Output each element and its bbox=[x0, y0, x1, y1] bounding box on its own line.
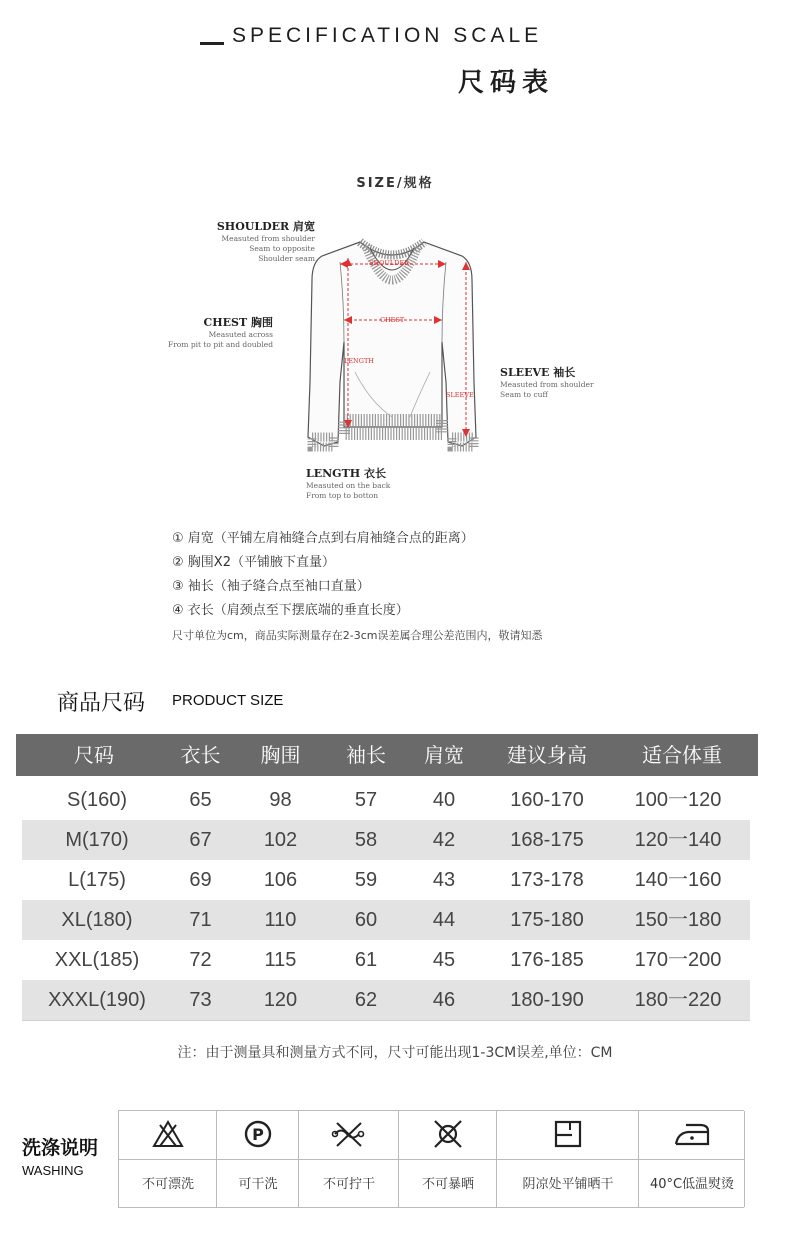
no-bleach-icon bbox=[150, 1119, 186, 1149]
cell-weight: 100一120 bbox=[634, 789, 722, 811]
tolerance-note: 尺寸单位为cm，商品实际测量存在2-3cm误差属合理公差范围内，敬请知悉 bbox=[172, 629, 543, 642]
length-desc-1: Measuted on the back bbox=[306, 481, 391, 490]
length-desc-2: From top to botton bbox=[306, 491, 379, 500]
title-chinese: 尺码表 bbox=[458, 68, 555, 98]
cell-shoulder: 43 bbox=[432, 869, 456, 891]
sleeve-annotation bbox=[500, 364, 680, 400]
shoulder-title: SHOULDER 肩宽 bbox=[216, 220, 315, 233]
cell-size: S(160) bbox=[66, 789, 128, 811]
washing-subtitle: WASHING bbox=[22, 1163, 84, 1178]
cell-chest: 120 bbox=[263, 989, 298, 1011]
no-sun-dry-icon bbox=[430, 1119, 466, 1149]
shoulder-desc-3: Shoulder seam bbox=[258, 254, 315, 263]
chest-inner-label: CHEST bbox=[380, 316, 405, 324]
flat-dry-shade-icon bbox=[550, 1119, 586, 1149]
header-length: 衣长 bbox=[180, 743, 221, 767]
cell-sleeve: 62 bbox=[354, 989, 378, 1011]
cell-length: 67 bbox=[189, 829, 212, 851]
note-chest: ② 胸围X2（平铺腋下直量） bbox=[172, 555, 335, 570]
cell-shoulder: 42 bbox=[432, 829, 456, 851]
care-label: 不可暴晒 bbox=[421, 1177, 474, 1192]
cell-length: 72 bbox=[189, 949, 212, 971]
shoulder-desc-1: Measuted from shoulder bbox=[221, 234, 315, 243]
cell-chest: 115 bbox=[264, 949, 297, 971]
cell-length: 71 bbox=[189, 909, 212, 931]
note-shoulder: ① 肩宽（平铺左肩袖缝合点到右肩袖缝合点的距离） bbox=[172, 531, 474, 546]
care-label: 40°C低温熨烫 bbox=[649, 1177, 735, 1192]
cell-weight: 150一180 bbox=[634, 909, 722, 931]
cell-sleeve: 60 bbox=[354, 909, 378, 931]
product-size-title: 商品尺码 bbox=[57, 691, 146, 716]
sleeve-desc-2: Seam to cuff bbox=[500, 390, 548, 399]
shoulder-inner-label: SHOULDER bbox=[369, 259, 410, 267]
cell-sleeve: 59 bbox=[354, 869, 378, 891]
cell-shoulder: 44 bbox=[432, 909, 456, 931]
care-item-flat-dry-shade bbox=[496, 1111, 639, 1207]
cell-size: M(170) bbox=[65, 829, 129, 851]
cell-size: L(175) bbox=[68, 869, 126, 891]
cell-length: 69 bbox=[189, 869, 212, 891]
cell-weight: 140一160 bbox=[634, 869, 722, 891]
care-item-no-bleach bbox=[118, 1111, 217, 1207]
table-row bbox=[22, 900, 750, 940]
sleeve-title: SLEEVE 袖长 bbox=[500, 366, 576, 379]
care-item-low-iron bbox=[638, 1111, 745, 1207]
shoulder-annotation bbox=[150, 218, 315, 264]
cell-size: XXXL(190) bbox=[48, 989, 146, 1011]
cell-chest: 102 bbox=[263, 829, 298, 851]
cell-weight: 180一220 bbox=[634, 989, 722, 1011]
table-row bbox=[22, 980, 750, 1020]
cell-length: 65 bbox=[189, 789, 212, 811]
cell-height: 175-180 bbox=[510, 909, 584, 931]
chest-desc-2: From pit to pit and doubled bbox=[168, 340, 273, 349]
low-iron-icon bbox=[672, 1119, 712, 1149]
title-english: SPECIFICATION SCALE bbox=[232, 24, 543, 47]
length-inner-label: LENGTH bbox=[344, 357, 374, 365]
cell-shoulder: 46 bbox=[432, 989, 456, 1011]
care-label: 可干洗 bbox=[238, 1177, 278, 1192]
sleeve-desc-1: Measuted from shoulder bbox=[500, 380, 594, 389]
header-shoulder: 肩宽 bbox=[424, 743, 464, 767]
table-footnote: 注：由于测量具和测量方式不同，尺寸可能出现1-3CM误差,单位：CM bbox=[177, 1045, 613, 1061]
cell-length: 73 bbox=[189, 989, 212, 1011]
header-chest: 胸围 bbox=[260, 743, 301, 767]
care-label: 不可漂洗 bbox=[141, 1177, 194, 1192]
cell-height: 160-170 bbox=[510, 789, 584, 811]
header-sleeve: 袖长 bbox=[346, 743, 386, 767]
table-row bbox=[22, 820, 750, 860]
cell-shoulder: 45 bbox=[432, 949, 456, 971]
care-item-no-wring bbox=[298, 1111, 399, 1207]
washing-box-right-edge bbox=[744, 1111, 745, 1207]
chest-desc-1: Measuted across bbox=[208, 330, 273, 339]
length-annotation bbox=[306, 465, 486, 501]
cell-size: XXL(185) bbox=[54, 949, 140, 971]
table-row bbox=[22, 860, 750, 900]
table-row bbox=[22, 780, 750, 820]
note-length: ④ 衣长（肩颈点至下摆底端的垂直长度） bbox=[172, 603, 409, 618]
cell-height: 180-190 bbox=[510, 989, 584, 1011]
svg-text:P: P bbox=[252, 1125, 264, 1144]
no-wring-icon bbox=[329, 1119, 369, 1149]
table-row bbox=[22, 940, 750, 980]
chest-annotation bbox=[120, 314, 273, 350]
size-diagram-label: SIZE/规格 bbox=[356, 176, 434, 191]
cell-shoulder: 40 bbox=[432, 789, 456, 811]
care-label: 不可拧干 bbox=[322, 1177, 375, 1192]
cell-weight: 170一200 bbox=[634, 949, 722, 971]
care-item-no-sun-dry bbox=[398, 1111, 497, 1207]
cell-sleeve: 61 bbox=[354, 949, 378, 971]
cell-height: 176-185 bbox=[510, 949, 584, 971]
care-label: 阴凉处平铺晒干 bbox=[522, 1177, 614, 1192]
note-sleeve: ③ 袖长（袖子缝合点至袖口直量） bbox=[172, 579, 370, 594]
washing-title: 洗涤说明 bbox=[22, 1137, 99, 1159]
cell-sleeve: 58 bbox=[354, 829, 378, 851]
sleeve-inner-label: SLEEVE bbox=[446, 391, 474, 399]
chest-title: CHEST 胸围 bbox=[203, 316, 273, 329]
product-size-subtitle: PRODUCT SIZE bbox=[172, 692, 284, 709]
cell-height: 173-178 bbox=[510, 869, 584, 891]
header-weight: 适合体重 bbox=[642, 743, 722, 767]
care-item-dry-clean bbox=[216, 1111, 299, 1207]
cell-weight: 120一140 bbox=[634, 829, 722, 851]
shoulder-desc-2: Seam to opposite bbox=[249, 244, 315, 253]
header-height: 建议身高 bbox=[507, 743, 587, 767]
header-size: 尺码 bbox=[74, 743, 114, 767]
dry-clean-icon bbox=[240, 1119, 276, 1149]
cell-size: XL(180) bbox=[61, 909, 133, 931]
size-table-header bbox=[16, 734, 758, 776]
cell-chest: 106 bbox=[263, 869, 298, 891]
title-dash bbox=[200, 42, 224, 45]
length-title: LENGTH 衣长 bbox=[306, 467, 386, 480]
cell-chest: 98 bbox=[269, 789, 292, 811]
table-bottom-rule bbox=[22, 1020, 750, 1021]
washing-instructions bbox=[118, 1110, 744, 1208]
cell-sleeve: 57 bbox=[354, 789, 378, 811]
cell-chest: 110 bbox=[264, 909, 297, 931]
cell-height: 168-175 bbox=[510, 829, 584, 851]
